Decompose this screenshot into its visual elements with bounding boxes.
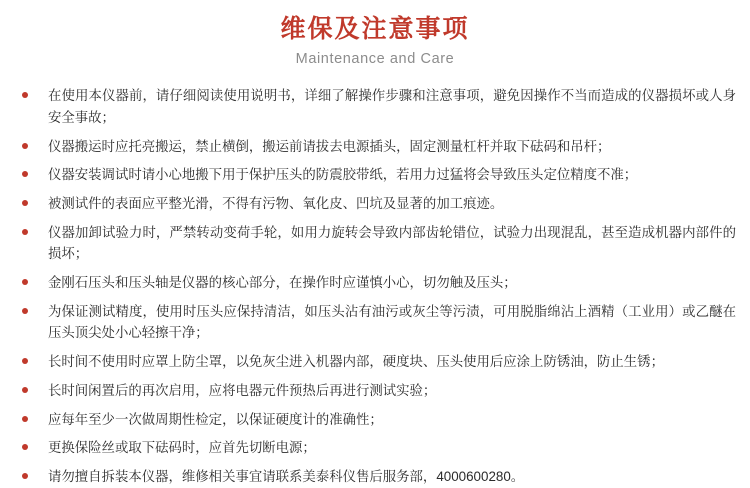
- list-item-text: 金刚石压头和压头轴是仪器的核心部分，在操作时应谨慎小心，切勿触及压头；: [48, 275, 517, 291]
- list-item: [0, 301, 736, 344]
- list-item: [0, 437, 736, 459]
- list-item-text: 应每年至少一次做周期性检定，以保证硬度计的准确性；: [48, 411, 383, 427]
- list-item-text: 更换保险丝或取下砝码时，应首先切断电源；: [48, 440, 316, 456]
- list-item: [0, 85, 736, 128]
- list-item-text: 在使用本仪器前，请仔细阅读使用说明书，详细了解操作步骤和注意事项，避免因操作不当而造成的仪器损坏或人身安全事故；: [48, 88, 736, 125]
- dot-bullet-icon: [22, 92, 28, 98]
- dot-bullet-icon: [22, 200, 28, 206]
- list-item-text: 请勿擅自拆装本仪器，维修相关事宜请联系美泰科仪售后服务部，4000600280。: [48, 468, 525, 484]
- page-header: [0, 0, 750, 69]
- page-title: 维保及注意事项: [280, 16, 470, 43]
- dot-bullet-icon: [22, 171, 28, 177]
- dot-bullet-icon: [22, 279, 28, 285]
- dot-bullet-icon: [22, 229, 28, 235]
- list-item: [0, 380, 736, 402]
- list-item-text: 为保证测试精度，使用时压头应保持清洁，如压头沾有油污或灰尘等污渍，可用脱脂绵沾上酒精（工业用）或乙醚在压头顶尖处小心轻擦干净；: [48, 303, 736, 341]
- dot-bullet-icon: [22, 358, 28, 364]
- list-item: [0, 136, 736, 158]
- dot-bullet-icon: [22, 308, 28, 314]
- list-item: [0, 466, 736, 488]
- list-item: [0, 409, 736, 431]
- dot-bullet-icon: [22, 143, 28, 149]
- dot-bullet-icon: [22, 444, 28, 450]
- list-item: [0, 193, 736, 215]
- page-subtitle: Maintenance and Care: [295, 51, 455, 68]
- list-item-text: 被测试件的表面应平整光滑，不得有污物、氧化皮、凹坑及显著的加工痕迹。: [48, 195, 504, 211]
- dot-bullet-icon: [22, 387, 28, 393]
- dot-bullet-icon: [22, 416, 28, 422]
- list-item: [0, 351, 736, 373]
- list-item-text: 仪器搬运时应托亮搬运，禁止横倒，搬运前请拔去电源插头，固定测量杠杆并取下砝码和吊杆；: [48, 138, 611, 154]
- list-item-text: 仪器安装调试时请小心地搬下用于保护压头的防震胶带纸，若用力过猛将会导致压头定位精度不准；: [48, 167, 638, 183]
- maintenance-notes-list: [0, 85, 750, 488]
- list-item-text: 仪器加卸试验力时，严禁转动变荷手轮，如用力旋转会导致内部齿轮错位，试验力出现混乱，甚至造成机器内部件的损坏；: [48, 224, 736, 262]
- list-item: [0, 272, 736, 294]
- list-item-text: 长时间闲置后的再次启用，应将电器元件预热后再进行测试实验；: [48, 382, 437, 398]
- list-item: [0, 164, 736, 186]
- list-item: [0, 222, 736, 265]
- dot-bullet-icon: [22, 473, 28, 479]
- list-item-text: 长时间不使用时应罩上防尘罩，以免灰尘进入机器内部，硬度块、压头使用后应涂上防锈油，防止生锈；: [48, 354, 664, 370]
